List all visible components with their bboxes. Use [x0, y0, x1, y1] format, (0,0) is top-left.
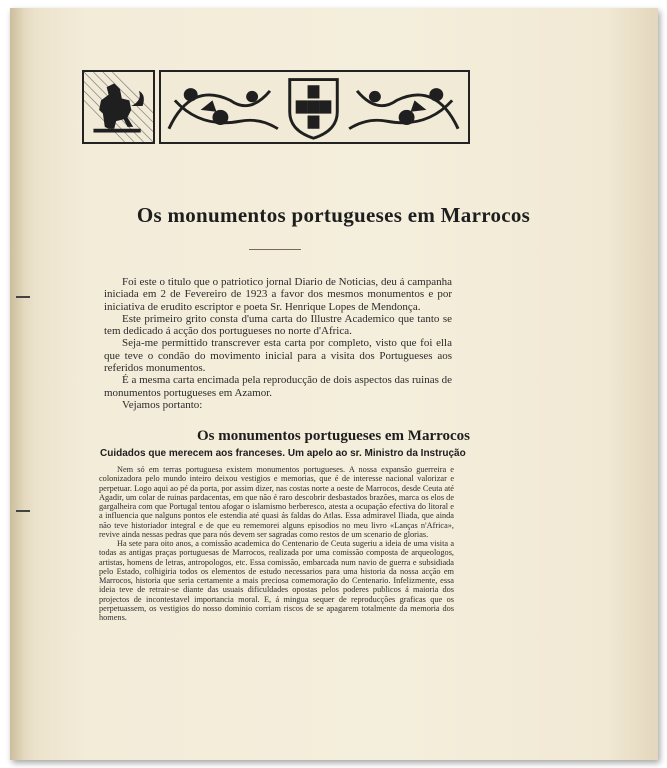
coat-of-arms-icon — [159, 70, 470, 144]
body-paragraph: Ha sete para oito anos, a comissão academica do Centenario de Ceuta sugeriu a ideia de uma visita a todas as antigas praças portuguesas de Marrocos, realizada por uma comissão composta de arqueologos, artistas, homens de letras, antropologos, etc. Essa comissão, embarcada num navio de guerra e subsidiada pelo Estado, colhigiria todos os elementos de estudo necessarios para uma historia da nossa acção em Marrocos, historia que seria certamente a mais preciosa comemoração do Centenario. Infelizmente, essa ideia teve de retrair-se diante das usuais dificuldades opostas pelos poderes publicos á maioria dos projectos de incontestavel importancia moral. E, á mingua sequer de reproducções graficas que os perpetuassem, os vestigios do nosso dominio corriam riscos de se apagarem totalmente da memoria dos homens. — [99, 539, 454, 622]
binding-thread — [16, 510, 30, 512]
title-divider — [249, 249, 301, 250]
intro-paragraph: É a mesma carta encimada pela reproducção de dois aspectos das ruinas de monumentos portugueses em Azamor. — [104, 374, 452, 399]
intro-paragraph: Foi este o titulo que o patriotico jornal Diario de Noticias, deu á campanha iniciada em 2 de Fevereiro de 1923 a favor dos mesmos monumentos e por iniciativa de erudito escriptor e poeta Sr. Henrique Lopes de Mendonça. — [104, 276, 452, 313]
article-subheading: Cuidados que merecem aos franceses. Um apelo ao sr. Ministro da Instrução — [100, 448, 466, 459]
page-gutter — [10, 8, 26, 760]
intro-paragraph: Este primeiro grito consta d'uma carta do Illustre Academico que tanto se tem dedicado á acção dos portugueses no norte d'Africa. — [104, 312, 452, 338]
intro-text — [104, 276, 452, 411]
article-body — [99, 465, 454, 622]
article-title: Os monumentos portugueses em Marrocos — [196, 428, 471, 444]
page-title: Os monumentos portugueses em Marrocos — [136, 203, 531, 227]
intro-paragraph: Vejamos portanto: — [122, 398, 203, 411]
header-ornament — [82, 70, 470, 144]
lion-emblem-icon — [82, 70, 155, 144]
binding-thread — [16, 296, 30, 298]
body-paragraph: Nem só em terras portuguesa existem monumentos portugueses. A nossa expansão guerreira e colonizadora pelo mundo inteiro deixou vestigios e memorias, que é de interesse nacional valorizar e perpetuar. Logo aqui ao pé da porta, por assim dizer, nas costas norte a oeste de Marrocos, desde Ceuta até Agadir, um colar de ruinas pardacentas, em que não é raro descobrir desbastados brazões, marca os elos de gargalheira com que Portugal tentou afogar o islamismo berberesco, atesta a ocupação efectiva do litoral e a influencia que nalguns pontos ele estendia até quasi ás faldas do Atlas. Essa admiravel Iliada, que ainda não teve historiador integral e de que eu rememorei alguns episodios no meu livro «Lanças n'Africa», revive ainda nessas pedras que para nós devem ser sagradas como restos de um scenario de glorias. — [99, 465, 454, 539]
intro-paragraph: Seja-me permittido transcrever esta carta por completo, visto que foi ella que teve o condão do movimento inicial para a visita dos Portugueses aos referidos monumentos. — [104, 337, 452, 375]
